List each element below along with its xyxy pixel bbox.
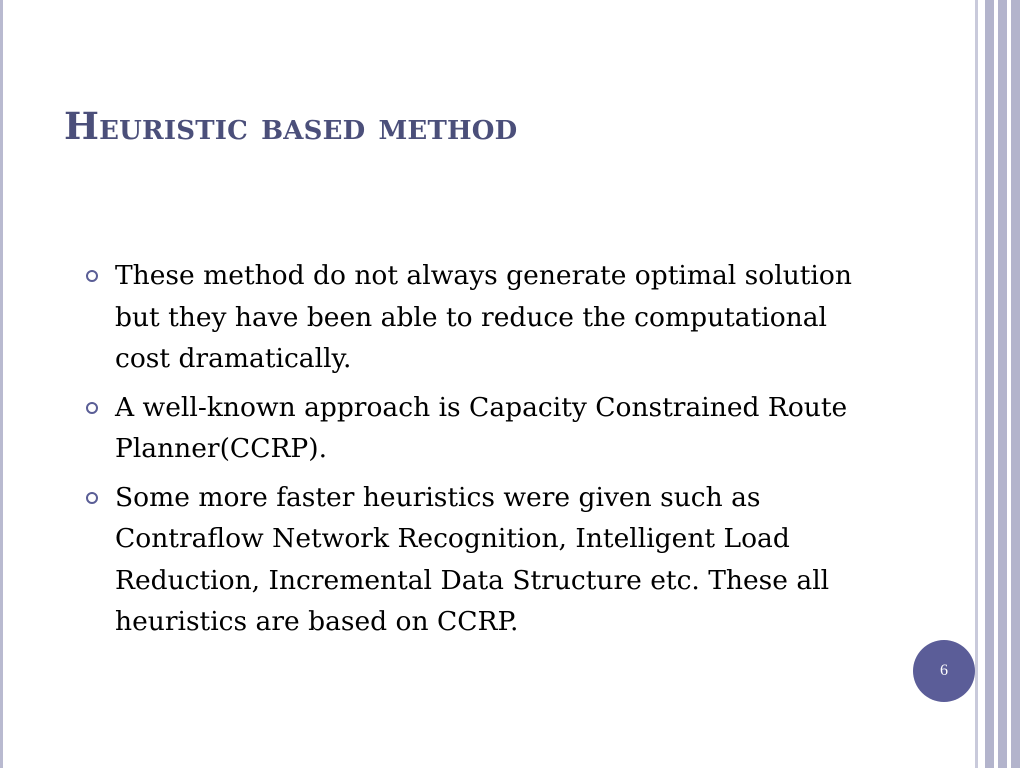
bullet-text: These method do not always generate optimal solution but they have been able to reduce the computational cost dramatically. bbox=[115, 260, 852, 374]
bullet-circle-icon bbox=[86, 492, 98, 504]
bullet-item bbox=[85, 477, 885, 643]
bullet-item bbox=[85, 387, 885, 470]
slide-title: Heuristic based method bbox=[64, 104, 518, 148]
bullet-list bbox=[85, 255, 885, 650]
bullet-circle-icon bbox=[86, 270, 98, 282]
page-number: 6 bbox=[940, 662, 948, 679]
page-number-badge bbox=[913, 640, 975, 702]
bullet-text: A well-known approach is Capacity Constrained Route Planner(CCRP). bbox=[115, 391, 848, 464]
bullet-text: Some more faster heuristics were given such as Contraflow Network Recognition, Intelligent Load Reduction, Incremental Data Structure etc. These all heuristics are based on CCRP. bbox=[115, 481, 830, 637]
bullet-item bbox=[85, 255, 885, 380]
bullet-circle-icon bbox=[86, 402, 98, 414]
